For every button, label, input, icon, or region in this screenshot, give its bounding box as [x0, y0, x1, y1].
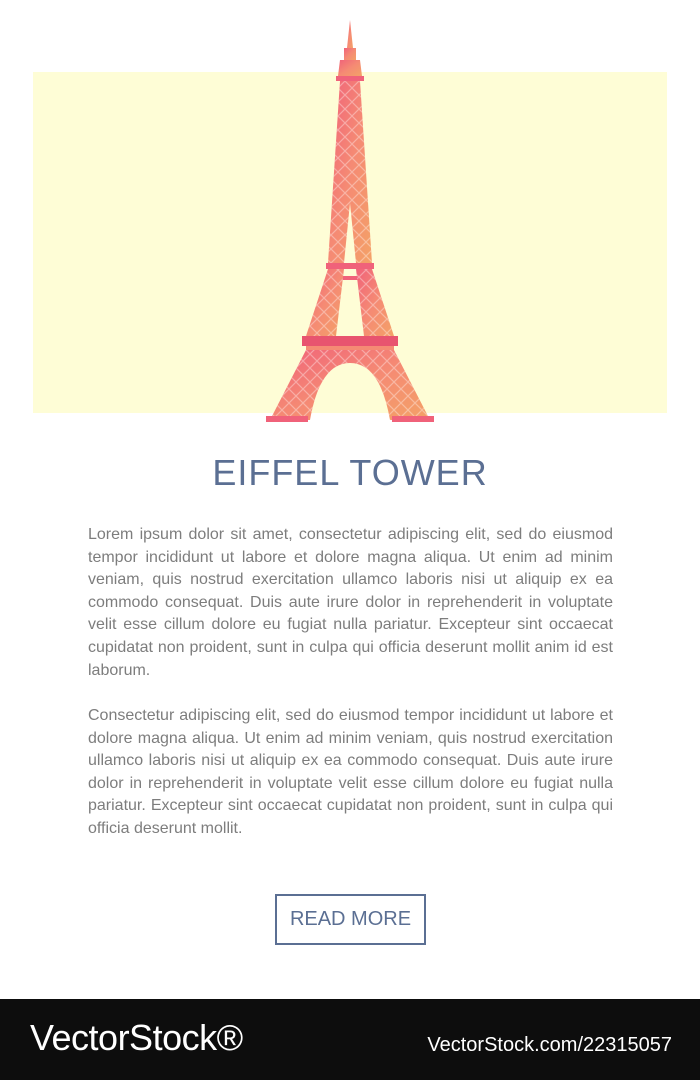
page-title: EIFFEL TOWER — [212, 452, 488, 493]
body-paragraph-2: Consectetur adipiscing elit, sed do eiusmod tempor incididunt ut labore et dolore magna aliqua. Ut enim ad minim veniam, quis nostrud exercitation ullamco laboris nisi ut aliquip ex ea commodo consequat. Duis aute irure dolor in reprehenderit in voluptate velit esse cillum dolore eu fugiat nulla pariatur. Excepteur sint occaecat cupidatat non proident, sunt in culpa qui officia deserunt mollit. — [88, 707, 613, 837]
body-paragraph-1: Lorem ipsum dolor sit amet, consectetur adipiscing elit, sed do eiusmod tempor incididunt ut labore et dolore magna aliqua. Ut enim ad minim veniam, quis nostrud exercitation ullamco laboris nisi ut aliquip ex ea commodo consequat. Duis aute irure dolor in reprehenderit in voluptate velit esse cillum dolore eu fugiat nulla pariatur. Excepteur sint occaecat cupidatat non proident, sunt in culpa qui officia deserunt mollit anim id est laborum. — [88, 526, 613, 679]
read-more-button[interactable]: READ MORE — [275, 894, 426, 945]
image-id-label: VectorStock.com/22315057 — [427, 1034, 672, 1056]
vectorstock-logo: VectorStock® — [30, 1017, 243, 1058]
footer-bar — [0, 999, 700, 1080]
eiffel-tower-icon — [240, 18, 460, 428]
